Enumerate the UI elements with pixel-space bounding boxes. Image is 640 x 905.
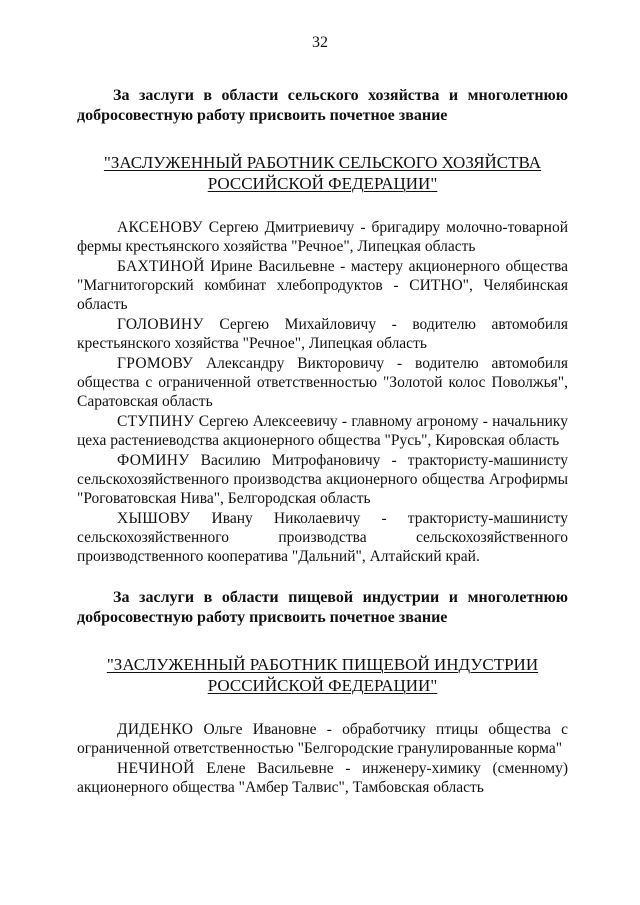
- honorary-title-line2: РОССИЙСКОЙ ФЕДЕРАЦИИ": [207, 174, 438, 193]
- list-item: [77, 354, 568, 411]
- recipient-details: Ивану Николаевичу - трактористу-машинисту сельскохозяйственного производства сельскохозяйственного производственного кооператива "Дальний", Алтайский край.: [77, 510, 568, 565]
- recipient-details: Василию Митрофановичу - трактористу-машинисту сельскохозяйственного производства акционерного общества Агрофирмы "Роговатовская Нива", Белгородская область: [77, 452, 568, 507]
- recipient-details: Александру Викторовичу - водителю автомобиля общества с ограниченной ответственностью "Золотой колос Поволжья", Саратовская область: [77, 355, 568, 410]
- recipient-details: Елене Васильевне - инженеру-химику (сменному) акционерного общества "Амбер Талвис", Тамбовская область: [77, 760, 568, 796]
- list-item: [77, 412, 568, 450]
- recipient-surname: ДИДЕНКО: [117, 721, 194, 738]
- award-section-food-industry: [77, 588, 568, 798]
- recipient-surname: НЕЧИНОЙ: [117, 760, 195, 777]
- recipient-details: Ирине Васильевне - мастеру акционерного общества "Магнитогорский комбинат хлебопродуктов - СИТНО", Челябинская область: [77, 258, 568, 313]
- recipient-list: [77, 720, 568, 797]
- section-intro: За заслуги в области пищевой индустрии и многолетнюю добросовестную работу присвоить почетное звание: [77, 589, 568, 626]
- recipient-surname: ХЫШОВУ: [117, 510, 191, 527]
- recipient-details: Ольге Ивановне - обработчику птицы общества с ограниченной ответственностью "Белгородские гранулированные корма": [77, 721, 568, 757]
- recipient-surname: БАХТИНОЙ: [117, 258, 205, 275]
- recipient-surname: ГРОМОВУ: [117, 355, 194, 372]
- page-number: 32: [312, 34, 328, 51]
- recipient-list: [77, 218, 568, 566]
- list-item: [77, 315, 568, 353]
- list-item: [77, 720, 568, 758]
- recipient-surname: АКСЕНОВУ: [117, 219, 203, 236]
- award-section-agriculture: [77, 86, 568, 567]
- list-item: [77, 759, 568, 797]
- honorary-title: [77, 152, 568, 194]
- list-item: [77, 451, 568, 508]
- recipient-surname: ФОМИНУ: [117, 452, 190, 469]
- honorary-title-line1: "ЗАСЛУЖЕННЫЙ РАБОТНИК СЕЛЬСКОГО ХОЗЯЙСТВА: [103, 153, 542, 172]
- recipient-surname: ГОЛОВИНУ: [117, 316, 204, 333]
- recipient-surname: СТУПИНУ: [117, 413, 195, 430]
- honorary-title-line1: "ЗАСЛУЖЕННЫЙ РАБОТНИК ПИЩЕВОЙ ИНДУСТРИИ: [106, 655, 539, 674]
- list-item: [77, 218, 568, 256]
- list-item: [77, 257, 568, 314]
- honorary-title-line2: РОССИЙСКОЙ ФЕДЕРАЦИИ": [207, 676, 438, 695]
- recipient-details: Сергею Алексеевичу - главному агроному - начальнику цеха растениеводства акционерного общества "Русь", Кировская область: [77, 413, 568, 449]
- section-intro: За заслуги в области сельского хозяйства и многолетнюю добросовестную работу присвоить почетное звание: [77, 87, 568, 124]
- list-item: [77, 509, 568, 566]
- recipient-details: Сергею Дмитриевичу - бригадиру молочно-товарной фермы крестьянского хозяйства "Речное", Липецкая область: [77, 219, 568, 255]
- recipient-details: Сергею Михайловичу - водителю автомобиля крестьянского хозяйства "Речное", Липецкая область: [77, 316, 568, 352]
- honorary-title: [77, 654, 568, 696]
